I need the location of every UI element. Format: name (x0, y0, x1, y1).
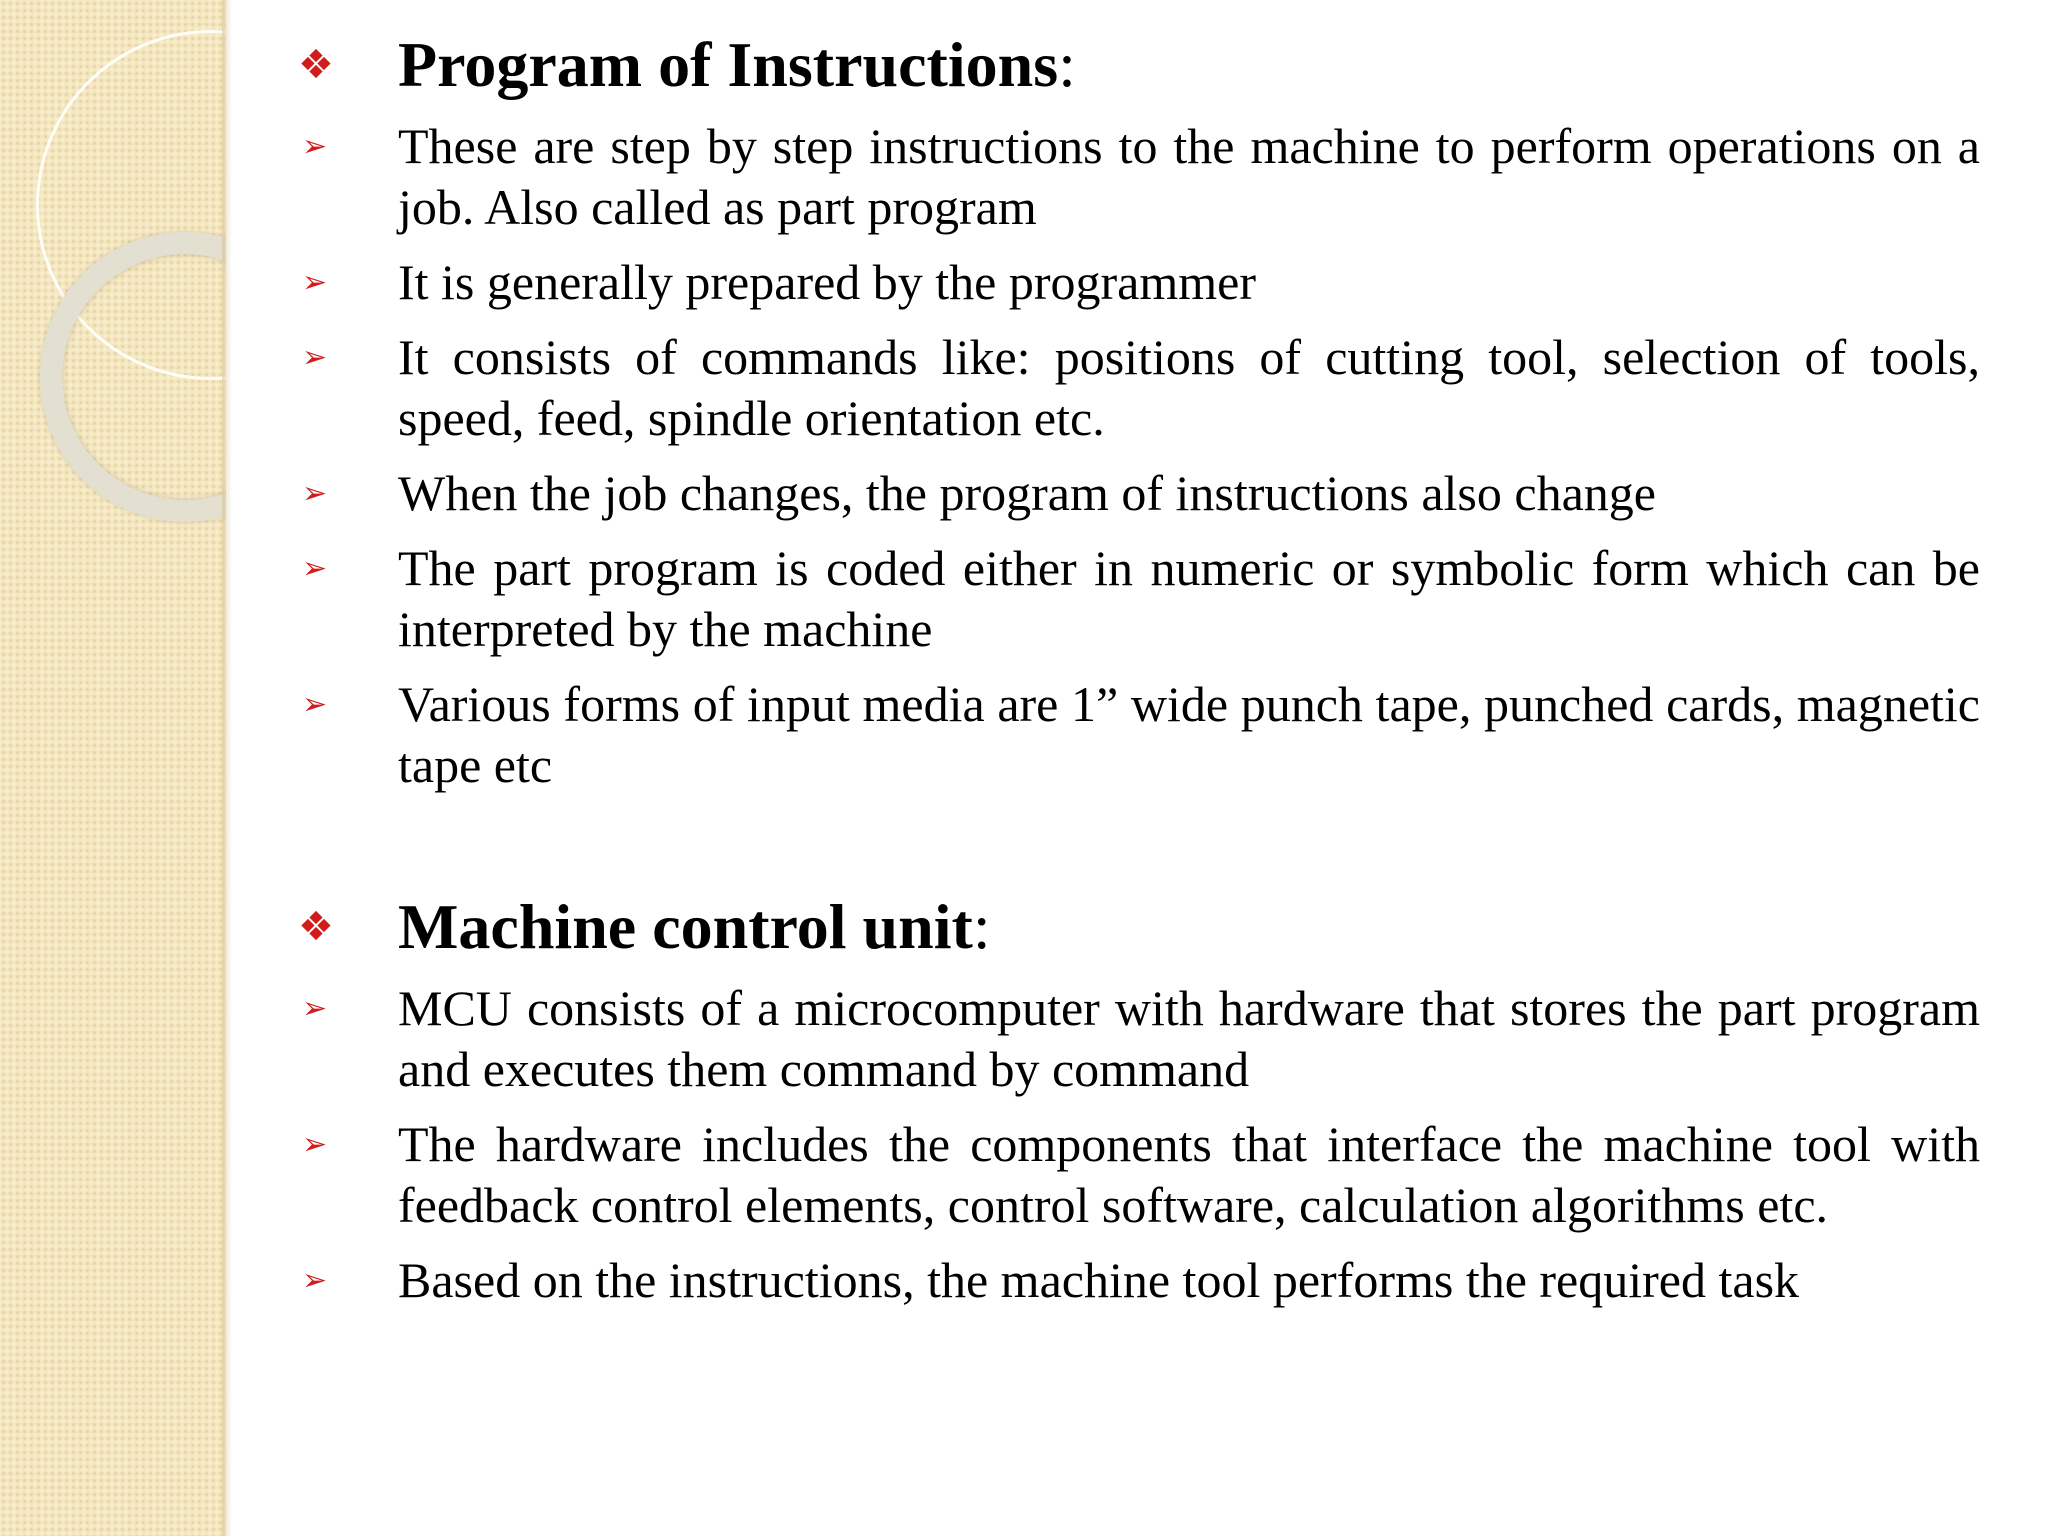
section-heading (290, 22, 1980, 108)
heading-colon: : (972, 891, 991, 962)
heading-text: Program of Instructions (398, 29, 1059, 100)
item-text: These are step by step instructions to the machine to perform operations on a job. Also called as part program (398, 118, 1980, 235)
arrow-bullet-icon: ➢ (302, 1127, 328, 1162)
arrow-bullet-icon: ➢ (302, 1263, 328, 1298)
arrow-bullet-icon: ➢ (302, 551, 328, 586)
heading-text: Machine control unit (398, 891, 973, 962)
diamond-bullet-icon: ❖ (298, 42, 334, 88)
diamond-bullet-icon: ❖ (298, 904, 334, 950)
item-text: The hardware includes the components that interface the machine tool with feedback control elements, control software, calculation algorithms etc. (398, 1116, 1980, 1233)
section-gap (290, 796, 1980, 884)
list-item (290, 327, 1980, 449)
list-item (290, 538, 1980, 660)
item-text: MCU consists of a microcomputer with hardware that stores the part program and executes them command by command (398, 980, 1980, 1097)
section-heading (290, 884, 1980, 970)
item-text: It is generally prepared by the programmer (398, 254, 1256, 310)
list-item (290, 978, 1980, 1100)
list-item (290, 252, 1980, 313)
list-item (290, 463, 1980, 524)
arrow-bullet-icon: ➢ (302, 991, 328, 1026)
list-item (290, 1250, 1980, 1311)
item-text: When the job changes, the program of instructions also change (398, 465, 1656, 521)
item-text: The part program is coded either in numeric or symbolic form which can be interpreted by the machine (398, 540, 1980, 657)
arrow-bullet-icon: ➢ (302, 476, 328, 511)
item-text: Based on the instructions, the machine tool performs the required task (398, 1252, 1800, 1308)
list-item (290, 674, 1980, 796)
decorative-sidebar (0, 0, 226, 1536)
item-text: It consists of commands like: positions of cutting tool, selection of tools, speed, feed, spindle orientation etc. (398, 329, 1980, 446)
slide-content (290, 22, 1980, 1311)
arrow-bullet-icon: ➢ (302, 265, 328, 300)
list-item (290, 1114, 1980, 1236)
list-item (290, 116, 1980, 238)
sidebar-edge (222, 0, 232, 1536)
heading-colon: : (1058, 29, 1076, 100)
arrow-bullet-icon: ➢ (302, 340, 328, 375)
arrow-bullet-icon: ➢ (302, 687, 328, 722)
arrow-bullet-icon: ➢ (302, 129, 328, 164)
item-text: Various forms of input media are 1” wide punch tape, punched cards, magnetic tape etc (398, 676, 1980, 793)
